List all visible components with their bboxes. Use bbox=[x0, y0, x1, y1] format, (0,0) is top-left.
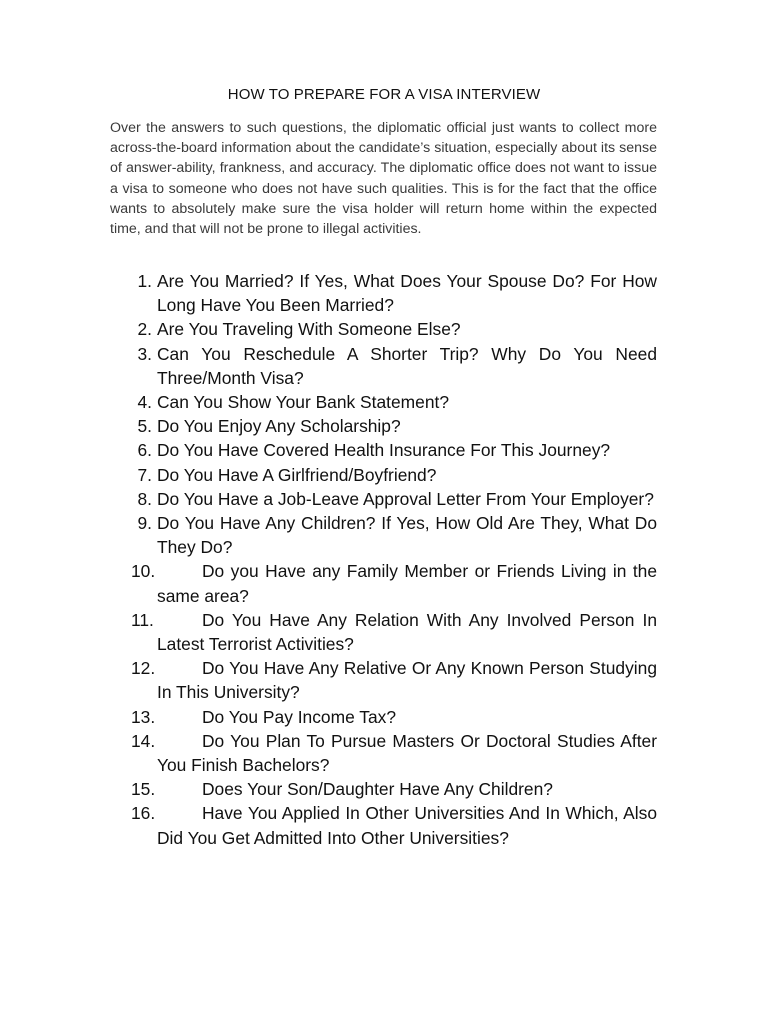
list-item-number: 1. bbox=[137, 271, 152, 291]
list-item-number: 8. bbox=[137, 488, 152, 509]
list-item bbox=[110, 777, 657, 801]
list-item bbox=[110, 729, 657, 777]
list-item-number: 13. bbox=[131, 706, 156, 727]
list-item-number: 16. bbox=[131, 803, 156, 824]
list-item-number: 4. bbox=[137, 392, 152, 413]
list-item-text: Do You Have Any Relative Or Any Known Person Studying In This University? bbox=[157, 658, 657, 703]
list-item-text: Do You Have A Girlfriend/Boyfriend? bbox=[157, 464, 437, 485]
list-item bbox=[110, 269, 657, 317]
document-title: HOW TO PREPARE FOR A VISA INTERVIEW bbox=[227, 86, 541, 103]
list-item-number: 11. bbox=[131, 609, 154, 630]
list-item-number: 9. bbox=[137, 513, 152, 534]
question-list bbox=[110, 269, 657, 850]
list-item-text: Are You Married? If Yes, What Does Your Spouse Do? For How Long Have You Been Married? bbox=[157, 271, 657, 316]
list-item-text: Do You Enjoy Any Scholarship? bbox=[157, 416, 401, 437]
list-item bbox=[110, 342, 657, 390]
list-item-text: Do You Have a Job-Leave Approval Letter From Your Employer? bbox=[157, 488, 654, 509]
list-item-number: 6. bbox=[137, 440, 152, 461]
list-item-text: Do You Plan To Pursue Masters Or Doctoral Studies After You Finish Bachelors? bbox=[157, 730, 657, 776]
list-item bbox=[110, 487, 657, 511]
list-item-number: 2. bbox=[137, 319, 152, 340]
list-item bbox=[110, 656, 657, 704]
list-item-text: Do You Have Any Children? If Yes, How Old Are They, What Do They Do? bbox=[157, 513, 657, 558]
list-item-number: 3. bbox=[137, 343, 152, 364]
list-item bbox=[110, 414, 657, 438]
list-item-text: Are You Traveling With Someone Else? bbox=[157, 319, 461, 340]
list-item-number: 12. bbox=[131, 658, 156, 679]
list-item bbox=[110, 705, 657, 729]
list-item-text: Do You Have Any Relation With Any Involved Person In Latest Terrorist Activities? bbox=[157, 609, 657, 655]
list-item bbox=[110, 317, 657, 341]
intro-paragraph: Over the answers to such questions, the diplomatic official just wants to collect more across-the-board information about the candidate’s situation, especially about its sense of answer-ability, frankness, and accuracy. The diplomatic office does not want to issue a visa to someone who does not have such qualities. This is for the fact that the office wants to absolutely make sure the visa holder will return home within the expected time, and that will not be prone to illegal activities. bbox=[110, 120, 657, 238]
list-item-number: 10. bbox=[131, 561, 156, 582]
list-item-number: 5. bbox=[137, 416, 152, 437]
list-item-text: Have You Applied In Other Universities And In Which, Also Did You Get Admitted Into Other Universities? bbox=[157, 803, 657, 848]
list-item-text: Can You Reschedule A Shorter Trip? Why Do You Need Three/Month Visa? bbox=[157, 343, 657, 388]
list-item-number: 7. bbox=[137, 464, 152, 485]
list-item-number: 15. bbox=[131, 779, 156, 800]
list-item-text: Does Your Son/Daughter Have Any Children? bbox=[202, 779, 553, 800]
list-item-text: Do You Pay Income Tax? bbox=[202, 706, 397, 727]
list-item-text: Do you Have any Family Member or Friends Living in the same area? bbox=[157, 561, 657, 606]
list-item bbox=[110, 559, 657, 607]
list-item bbox=[110, 390, 657, 414]
list-item bbox=[110, 608, 657, 656]
list-item bbox=[110, 438, 657, 462]
list-item-number: 14. bbox=[131, 730, 156, 751]
list-item bbox=[110, 463, 657, 487]
list-item-text: Do You Have Covered Health Insurance For This Journey? bbox=[157, 440, 611, 461]
list-item-text: Can You Show Your Bank Statement? bbox=[157, 392, 449, 413]
list-item bbox=[110, 801, 657, 849]
list-item bbox=[110, 511, 657, 559]
